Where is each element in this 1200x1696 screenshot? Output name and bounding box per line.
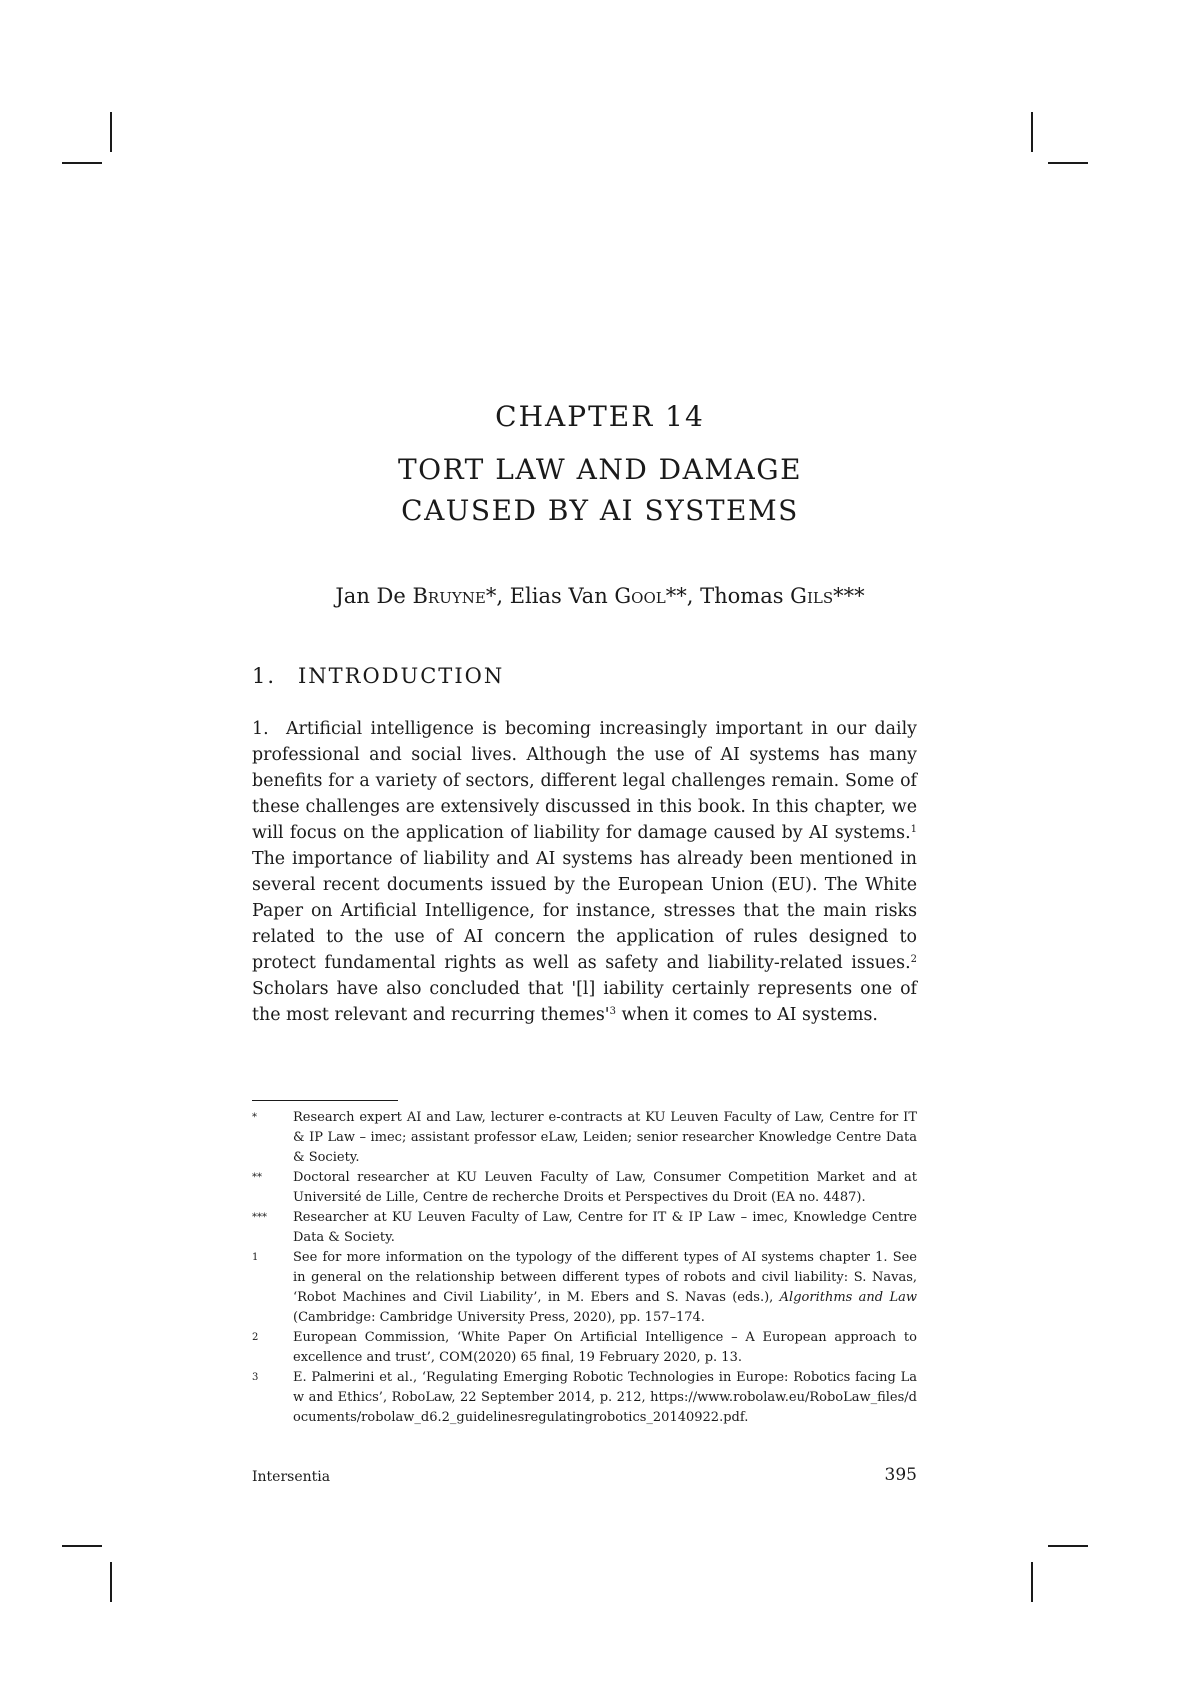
publisher-name: Intersentia bbox=[252, 1469, 331, 1485]
author-2-mark: **, bbox=[665, 584, 701, 608]
footnote-mark: 3 bbox=[252, 1372, 259, 1383]
footnote bbox=[252, 1368, 917, 1428]
body-text-4: when it comes to AI systems. bbox=[615, 1005, 878, 1025]
author-3-mark: *** bbox=[833, 584, 865, 608]
crop-mark-top-right-horizontal bbox=[1048, 162, 1088, 164]
footnote-text: Researcher at KU Leuven Faculty of Law, Centre for IT & IP Law – imec, Knowledge Centre Data & Society. bbox=[293, 1210, 917, 1245]
footnotes bbox=[252, 1108, 917, 1428]
footnote bbox=[252, 1168, 917, 1208]
footnote bbox=[252, 1328, 917, 1368]
section-number: 1. bbox=[252, 664, 277, 688]
crop-mark-top-right-vertical bbox=[1031, 112, 1033, 152]
section-heading bbox=[252, 664, 504, 688]
footnote-text bbox=[293, 1250, 917, 1325]
body-text-3: Scholars have also concluded that '[l] iability certainly represents one of the most relevant and recurring themes' bbox=[252, 979, 917, 1025]
footnote-mark: * bbox=[252, 1112, 257, 1123]
chapter-label: CHAPTER 14 bbox=[495, 400, 705, 433]
author-1-mark: *, bbox=[485, 584, 510, 608]
author-1-last: Bruyne bbox=[412, 584, 486, 608]
footnote-ref-3: 3 bbox=[609, 1006, 616, 1017]
body-text-1: 1. Artificial intelligence is becoming increasingly important in our daily professional and social lives. Although the use of AI systems has many benefits for a variety of sectors, different legal challenges remain. Some of these challenges are extensively discussed in this book. In this chapter, we will focus on the application of liability for damage caused by AI systems. bbox=[252, 719, 917, 843]
crop-mark-top-left-vertical bbox=[110, 112, 112, 152]
footnote bbox=[252, 1208, 917, 1248]
footnote-text-a: See for more information on the typology of the different types of AI systems chapter 1. See in general on the relationship between different types of robots and civil liability: S. Navas, ‘Robot Machines and Civil Liability’, in M. Ebers and S. Navas (eds.), bbox=[293, 1250, 917, 1305]
section-title: INTRODUCTION bbox=[298, 664, 505, 688]
author-3-first: Thomas bbox=[700, 584, 791, 608]
footnote-ref-1: 1 bbox=[910, 824, 917, 835]
footnote-text: Doctoral researcher at KU Leuven Faculty of Law, Consumer Competition Market and at Université de Lille, Centre de recherche Droits et Perspectives du Droit (EA no. 4487). bbox=[293, 1170, 917, 1205]
footnote-book-title: Algorithms and Law bbox=[779, 1290, 917, 1305]
footnote-text: Research expert AI and Law, lecturer e-contracts at KU Leuven Faculty of Law, Centre for IT & IP Law – imec; assistant professor eLaw, Leiden; senior researcher Knowledge Centre Data & Society. bbox=[293, 1110, 917, 1165]
author-line bbox=[0, 584, 1200, 608]
crop-mark-bottom-right-horizontal bbox=[1048, 1545, 1088, 1547]
body-text-2: The importance of liability and AI systems has already been mentioned in several recent documents issued by the European Union (EU). The White Paper on Artificial Intelligence, for instance, stresses that the main risks related to the use of AI concern the application of rules designed to protect fundamental rights as well as safety and liability-related issues. bbox=[252, 849, 917, 973]
crop-mark-bottom-left-horizontal bbox=[62, 1545, 102, 1547]
crop-mark-bottom-left-vertical bbox=[110, 1562, 112, 1602]
chapter-title-line-1: TORT LAW AND DAMAGE bbox=[397, 453, 803, 486]
page-number: 395 bbox=[884, 1465, 917, 1485]
footnote-text: European Commission, ‘White Paper On Artificial Intelligence – A European approach to excellence and trust’, COM(2020) 65 final, 19 February 2020, p. 13. bbox=[293, 1330, 917, 1365]
author-2-last: Gool bbox=[614, 584, 666, 608]
author-3-last: Gils bbox=[790, 584, 834, 608]
footnote-ref-2: 2 bbox=[910, 954, 917, 965]
crop-mark-bottom-right-vertical bbox=[1031, 1562, 1033, 1602]
footnote-mark: 2 bbox=[252, 1332, 259, 1343]
author-2-first: Elias Van bbox=[509, 584, 615, 608]
footnote bbox=[252, 1248, 917, 1328]
footnote-mark: *** bbox=[252, 1212, 267, 1223]
footnote-mark: ** bbox=[252, 1172, 262, 1183]
body-paragraph bbox=[252, 716, 917, 1028]
footnote-text: E. Palmerini et al., ‘Regulating Emerging Robotic Technologies in Europe: Robotics facing Law and Ethics’, RoboLaw, 22 September 2014, p. 212, https://www.robolaw.eu/RoboLaw_files/documents/robolaw_d6.2_guidelinesregulatingrobotics_20140922.pdf. bbox=[293, 1370, 917, 1425]
author-1-first: Jan De bbox=[335, 584, 413, 608]
chapter-title-line-2: CAUSED BY AI SYSTEMS bbox=[401, 494, 799, 527]
crop-mark-top-left-horizontal bbox=[62, 162, 102, 164]
footnote-separator bbox=[252, 1100, 398, 1101]
footnote bbox=[252, 1108, 917, 1168]
footnote-text-b: (Cambridge: Cambridge University Press, 2020), pp. 157–174. bbox=[293, 1310, 705, 1325]
footnote-mark: 1 bbox=[252, 1252, 259, 1263]
